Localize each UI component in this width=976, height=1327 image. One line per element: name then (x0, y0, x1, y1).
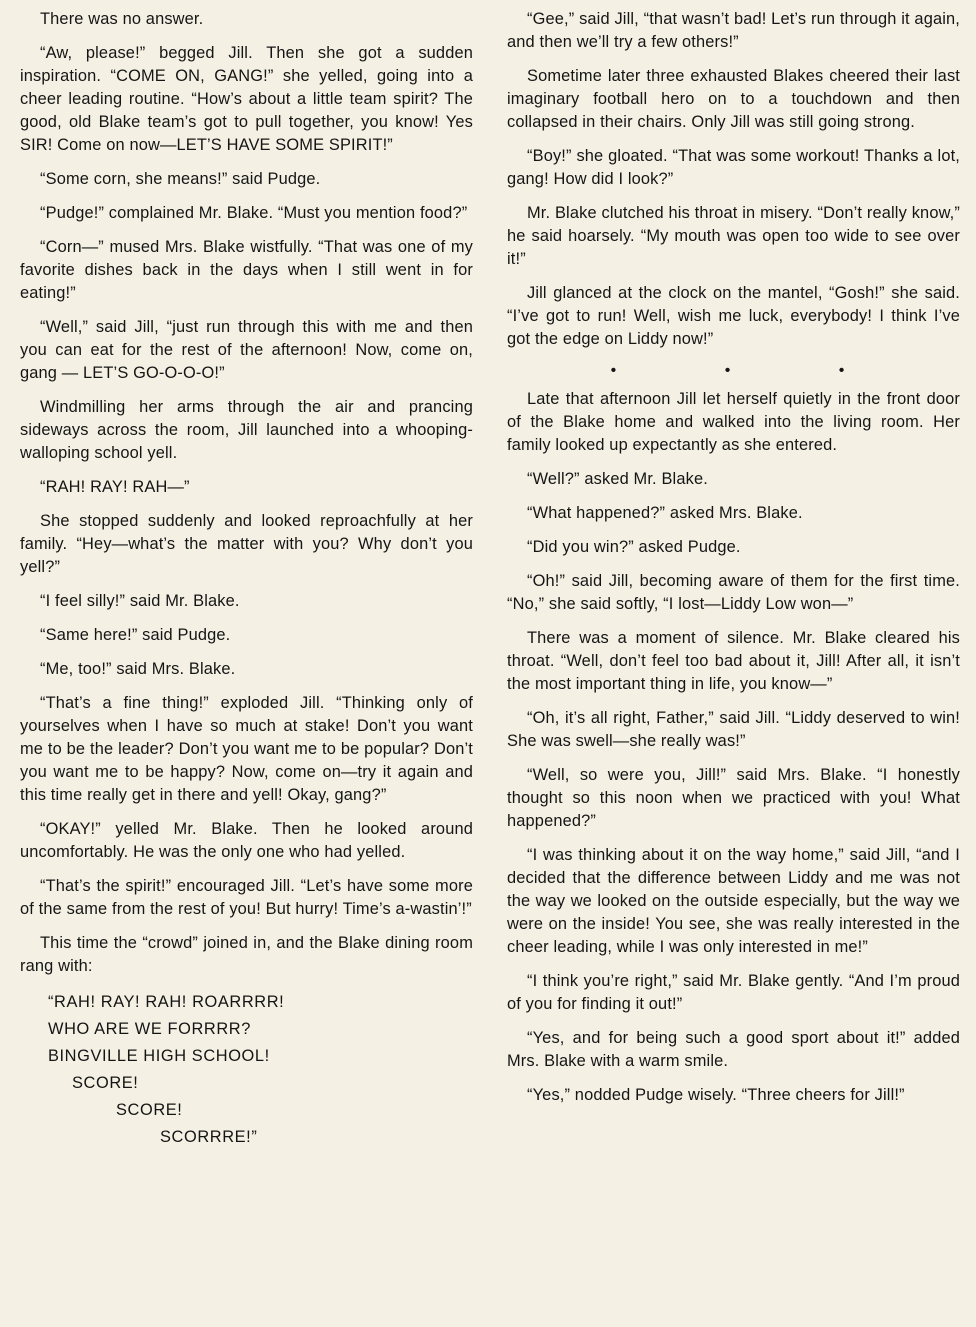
paragraph: Windmilling her arms through the air and prancing sideways across the room, Jill launched into a whooping-walloping school yell. (20, 398, 473, 462)
paragraph: This time the “crowd” joined in, and the Blake dining room rang with: (20, 934, 473, 975)
paragraph: There was no answer. (40, 10, 204, 28)
paragraph: “Pudge!” complained Mr. Blake. “Must you mention food?” (40, 204, 468, 222)
paragraph: She stopped suddenly and looked reproachfully at her family. “Hey—what’s the matter with you? Why don’t you yell?” (20, 512, 473, 576)
paragraph: “Oh, it’s all right, Father,” said Jill. “Liddy deserved to win! She was swell—she really was!” (507, 709, 960, 750)
paragraph: “I was thinking about it on the way home,” said Jill, “and I decided that the difference between Liddy and me was not the way we looked on the outside especially, but the way we were on the inside! You see, she was really interested in the cheer leading, while I was only interested in me!” (507, 846, 960, 956)
paragraph: “Me, too!” said Mrs. Blake. (40, 660, 236, 678)
paragraph: Jill glanced at the clock on the mantel, “Gosh!” she said. “I’ve got to run! Well, wish me luck, everybody! I think I’ve got the edge on Liddy now!” (507, 284, 960, 348)
paragraph: Mr. Blake clutched his throat in misery. “Don’t really know,” he said hoarsely. “My mouth was open too wide to see over it!” (507, 204, 960, 268)
paragraph: “Aw, please!” begged Jill. Then she got a sudden inspiration. “COME ON, GANG!” she yelled, going into a cheer leading routine. “How’s about a little team spirit? The good, old Blake team’s got to pull together, you know! Yes SIR! Come on now—LET’S HAVE SOME SPIRIT!” (20, 44, 473, 154)
paragraph: “Boy!” she gloated. “That was some workout! Thanks a lot, gang! How did I look?” (507, 147, 960, 188)
paragraph: “RAH! RAY! RAH—” (40, 478, 190, 496)
paragraph: “Some corn, she means!” said Pudge. (40, 170, 321, 188)
paragraph: “Gee,” said Jill, “that wasn’t bad! Let’s run through it again, and then we’ll try a few others!” (507, 10, 960, 51)
paragraph: “That’s a fine thing!” exploded Jill. “Thinking only of yourselves when I have so much at stake! Don’t you want me to be the leader? Don’t you want me to be popular? Don’t you want me to be happy? Now, come on—try it again and this time really get in there and yell! Okay, gang?” (20, 694, 473, 804)
paragraph: “That’s the spirit!” encouraged Jill. “Let’s have some more of the same from the rest of you! But hurry! Time’s a-wastin’!” (20, 877, 473, 918)
cheer-line: SCORRRE!” (160, 1128, 258, 1146)
paragraph: “Yes,” nodded Pudge wisely. “Three cheers for Jill!” (527, 1086, 905, 1104)
cheer-line: “RAH! RAY! RAH! ROARRRR! (48, 993, 285, 1011)
paragraph: “Same here!” said Pudge. (40, 626, 231, 644)
paragraph: “Well, so were you, Jill!” said Mrs. Blake. “I honestly thought so this noon when we practiced with you! What happened?” (507, 766, 960, 830)
left-column (20, 8, 475, 1327)
cheer-line: SCORE! (116, 1101, 183, 1119)
paragraph: “Yes, and for being such a good sport about it!” added Mrs. Blake with a warm smile. (507, 1029, 960, 1070)
paragraph: “Did you win?” asked Pudge. (527, 538, 741, 556)
paragraph: Sometime later three exhausted Blakes cheered their last imaginary football hero on to a touchdown and then collapsed in their chairs. Only Jill was still going strong. (507, 67, 960, 131)
paragraph: “Corn—” mused Mrs. Blake wistfully. “That was one of my favorite dishes back in the days when I still went in for eating!” (20, 238, 473, 302)
paragraph: “Oh!” said Jill, becoming aware of them for the first time. “No,” she said softly, “I lost—Liddy Low won—” (507, 572, 960, 613)
paragraph: Late that afternoon Jill let herself quietly in the front door of the Blake home and walked into the living room. Her family looked up expectantly as she entered. (507, 390, 960, 454)
section-separator: • • • (610, 362, 897, 379)
paragraph: “I feel silly!” said Mr. Blake. (40, 592, 240, 610)
paragraph: “I think you’re right,” said Mr. Blake gently. “And I’m proud of you for finding it out!” (507, 972, 960, 1013)
paragraph: “OKAY!” yelled Mr. Blake. Then he looked around uncomfortably. He was the only one who had yelled. (20, 820, 473, 861)
cheer-line: WHO ARE WE FORRRR? (48, 1020, 251, 1038)
paragraph: “What happened?” asked Mrs. Blake. (527, 504, 803, 522)
cheer-verse (20, 989, 473, 1151)
paragraph: “Well?” asked Mr. Blake. (527, 470, 708, 488)
paragraph: “Well,” said Jill, “just run through this with me and then you can eat for the rest of the afternoon! Now, come on, gang — LET’S GO-O-O-O!” (20, 318, 473, 382)
right-column (507, 8, 960, 1327)
cheer-line: BINGVILLE HIGH SCHOOL! (48, 1047, 270, 1065)
paragraph: There was a moment of silence. Mr. Blake cleared his throat. “Well, don’t feel too bad about it, Jill! After all, it isn’t the most important thing in life, you know—” (507, 629, 960, 693)
cheer-line: SCORE! (72, 1074, 139, 1092)
